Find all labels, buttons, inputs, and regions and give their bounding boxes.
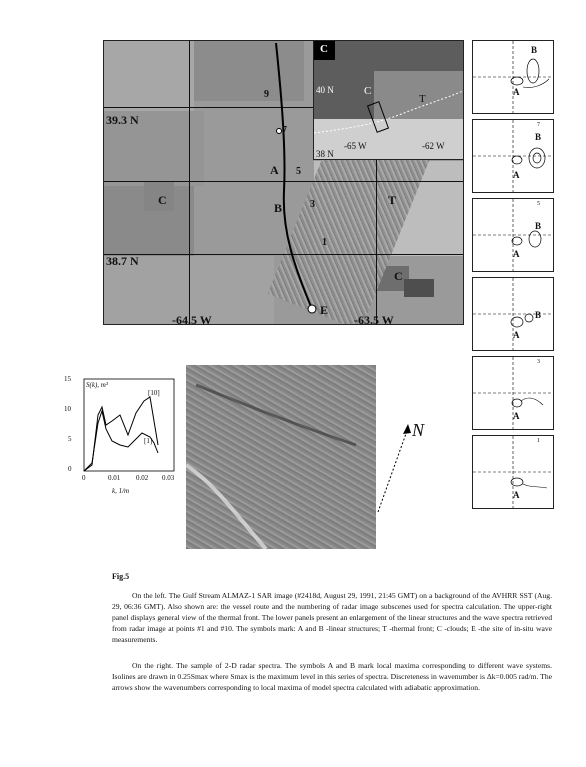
inset-lon-label: -65 W	[344, 141, 367, 151]
marker-b-label: B	[535, 310, 542, 320]
inset-lon-label: -62 W	[422, 141, 445, 151]
sar-enlargement	[186, 365, 376, 549]
caption-paragraph-2: On the right. The sample of 2-D radar spectra. The symbols A and B mark local maxima corresponding to different wave systems. Isolines are drawn in 0.25Smax where Smax is the maximum level in this series of spectra. Discreteness in wavenumber is Δk=0.005 rad/m. The arrows show the wavenumbers corresponding to local maxima of model spectra calculated with adiabatic approximation.	[112, 661, 552, 692]
plot-ylabel: S(k), m³	[86, 381, 108, 389]
lon-label: -63.5 W	[354, 313, 394, 325]
panel-number: 1	[537, 438, 540, 444]
marker-b-label: B	[531, 45, 538, 55]
radar-spectrum-panel	[472, 277, 554, 351]
x-tick: 0.03	[162, 474, 175, 482]
radar-spectrum-panel	[472, 356, 554, 430]
subscene-label: 3	[310, 199, 315, 210]
inset-cloud-label: C	[364, 85, 372, 97]
sar-features	[186, 365, 376, 549]
linear-structure	[186, 465, 266, 549]
site-e-marker	[308, 305, 316, 313]
marker-a-label: A	[513, 170, 520, 180]
lon-label: -64.5 W	[172, 313, 212, 325]
marker-b-label: B	[535, 132, 542, 142]
structure-a-label: A	[270, 163, 279, 177]
wave-spectrum-plot	[62, 375, 180, 500]
subscene-label: 5	[296, 166, 301, 177]
inset-lat-label: 38 N	[316, 149, 334, 159]
panel-number: 5	[537, 201, 540, 207]
cloud-label: C	[394, 269, 403, 283]
x-tick: 0.01	[108, 474, 121, 482]
subscene-label: 7	[282, 125, 287, 136]
radar-spectrum-panel	[472, 198, 554, 272]
route-line	[276, 43, 312, 309]
cloud-label: C	[158, 193, 167, 207]
caption-paragraph-1: On the left. The Gulf Stream ALMAZ-1 SAR image (#2418d, August 29, 1991, 21:45 GMT) on a background of the AVHRR SST (Aug. 29, 06:36 GMT). Also shown are: the vessel route and the numbering of radar image subscenes used for spectra calculation. The upper-right panel displays general view of the thermal front. The lower panels present an enlargement of the linear structures and the wave spectra retrieved from radar image at points #1 and #10. The symbols mark: A and B -linear structures; T -thermal front; C -clouds; E -the site of in-situ wave measurements.	[112, 591, 552, 644]
subscene-label: 1	[322, 237, 327, 248]
thermal-front-label: T	[388, 193, 397, 207]
spectrum-contours	[473, 120, 553, 192]
spectrum-contours	[473, 199, 553, 271]
marker-a-label: A	[513, 490, 520, 500]
spectrum-contours	[473, 41, 553, 113]
y-tick: 10	[64, 405, 71, 413]
sar-footprint	[368, 102, 389, 132]
x-tick: 0	[82, 474, 86, 482]
marker-a-label: A	[513, 249, 520, 259]
structure-b-label: B	[274, 201, 283, 215]
radar-spectrum-panel	[472, 435, 554, 509]
subscene-label: 9	[264, 89, 269, 100]
marker-a-label: A	[513, 330, 520, 340]
north-label: N	[412, 420, 425, 440]
y-tick: 0	[68, 465, 72, 473]
x-tick: 0.02	[136, 474, 149, 482]
linear-structure	[196, 385, 356, 445]
y-tick: 15	[64, 375, 71, 383]
marker-a-label: A	[513, 87, 520, 97]
point-marker	[277, 129, 282, 134]
series-label-10: [10]	[148, 389, 160, 397]
series-label-1: [1]	[144, 437, 153, 445]
plot-xlabel: k, 1/m	[112, 487, 130, 495]
marker-b-label: B	[535, 221, 542, 231]
y-tick: 5	[68, 435, 72, 443]
panel-number: 3	[537, 359, 540, 365]
coastline	[314, 91, 463, 133]
thermal-front-overview	[313, 40, 464, 160]
figure-label: Fig.5	[112, 572, 130, 581]
inset-front-label: T	[419, 93, 426, 105]
site-e-label: E	[320, 303, 329, 317]
lat-label: 38.7 N	[106, 254, 139, 268]
radar-spectrum-panel	[472, 119, 554, 193]
series-10-line	[84, 397, 158, 471]
inset-corner-label: C	[320, 43, 328, 55]
panel-number: 7	[537, 122, 540, 128]
inset-lat-label: 40 N	[316, 85, 334, 95]
marker-a-label: A	[513, 411, 520, 421]
lat-label: 39.3 N	[106, 113, 139, 127]
radar-spectrum-panel	[472, 40, 554, 114]
